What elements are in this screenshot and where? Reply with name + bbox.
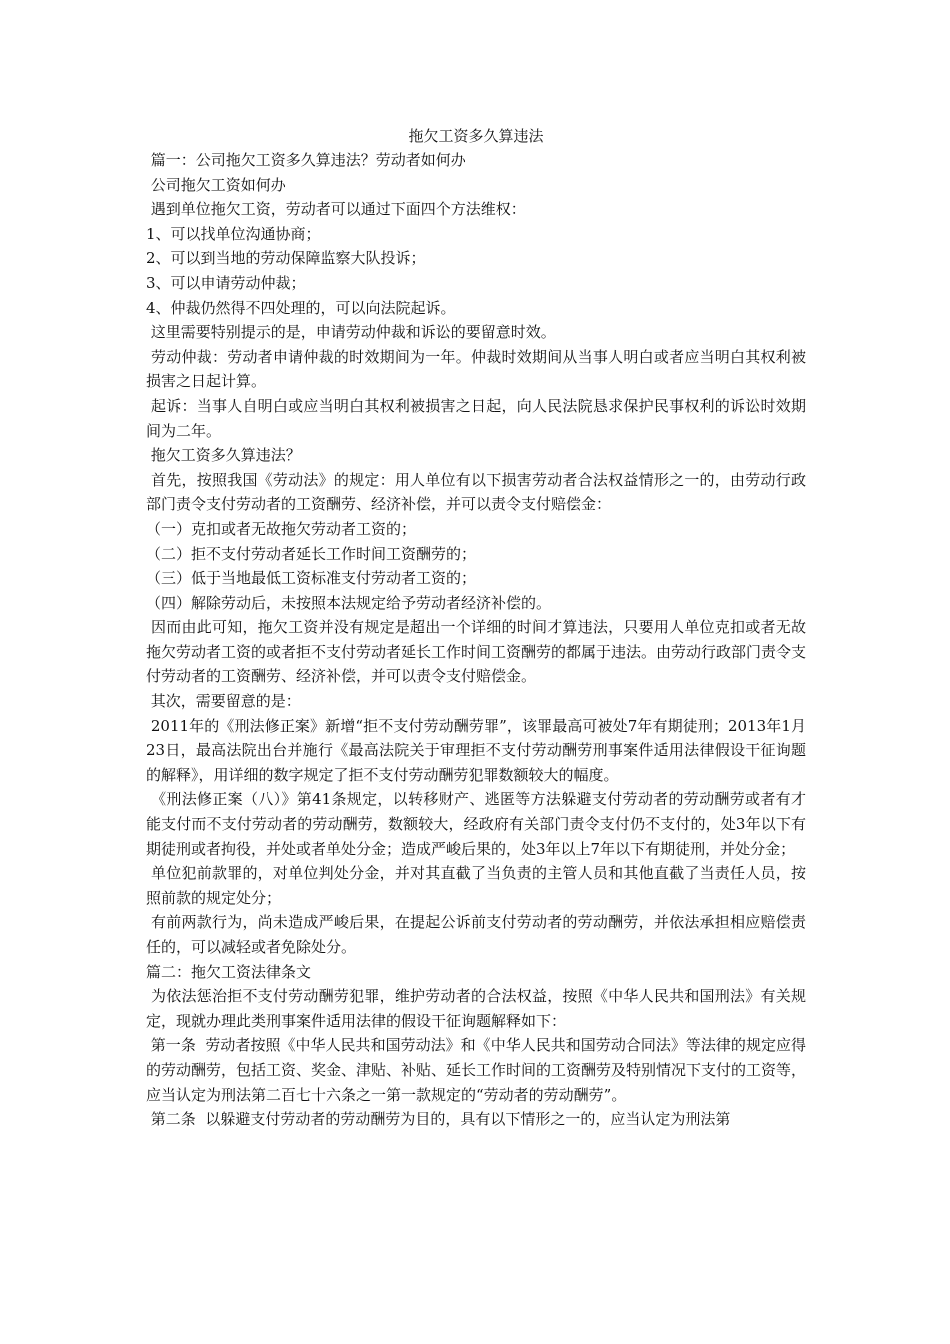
- paragraph: 有前两款行为，尚未造成严峻后果，在提起公诉前支付劳动者的劳动酬劳，并依法承担相应赔偿责任的，可以减轻或者免除处分。: [146, 913, 806, 956]
- document-title: 拖欠工资多久算违法: [408, 127, 544, 145]
- paragraph: 《刑法修正案（八）》第41条规定，以转移财产、逃匿等方法躲避支付劳动者的劳动酬劳或者有才能支付而不支付劳动者的劳动酬劳，数额较大，经政府有关部门责令支付仍不支付的，处3年以下有期徒刑或者拘役，并处或者单处分金；造成严峻后果的，处3年以上7年以下有期徒刑，并处分金；: [146, 790, 806, 858]
- paragraph: 4、仲裁仍然得不四处理的，可以向法院起诉。: [146, 298, 456, 317]
- paragraph: 劳动仲裁：劳动者申请仲裁的时效期间为一年。仲裁时效期间从当事人明白或者应当明白其权利被损害之日起计算。: [146, 347, 806, 391]
- paragraph: （四）解除劳动后，未按照本法规定给予劳动者经济补偿的。: [146, 593, 552, 612]
- document-body: [146, 124, 806, 1132]
- paragraph: 3、可以申请劳动仲裁；: [146, 273, 306, 292]
- paragraph: 起诉：当事人自明白或应当明白其权利被损害之日起，向人民法院恳求保护民事权利的诉讼时效期间为二年。: [146, 396, 806, 440]
- paragraph: 单位犯前款罪的，对单位判处分金，并对其直截了当负责的主管人员和其他直截了当责任人员，按照前款的规定处分；: [146, 864, 806, 907]
- paragraph: （一）克扣或者无故拖欠劳动者工资的；: [146, 519, 417, 538]
- paragraph: 首先，按照我国《劳动法》的规定：用人单位有以下损害劳动者合法权益情形之一的，由劳动行政部门责令支付劳动者的工资酬劳、经济补偿，并可以责令支付赔偿金：: [146, 470, 806, 514]
- paragraph: 公司拖欠工资如何办: [146, 175, 286, 194]
- paragraph: 篇一：公司拖欠工资多久算违法？劳动者如何办: [146, 151, 466, 169]
- paragraph: 2、可以到当地的劳动保障监察大队投诉；: [146, 249, 426, 268]
- paragraph: 其次，需要留意的是：: [146, 692, 301, 711]
- paragraph: 1、可以找单位沟通协商；: [146, 224, 321, 243]
- paragraph: 遇到单位拖欠工资，劳动者可以通过下面四个方法维权：: [146, 200, 526, 219]
- paragraph: （三）低于当地最低工资标准支付劳动者工资的；: [146, 569, 477, 588]
- paragraph: 篇二：拖欠工资法律条文: [146, 962, 312, 981]
- paragraph: 第二条 以躲避支付劳动者的劳动酬劳为目的，具有以下情形之一的，应当认定为刑法第: [146, 1110, 731, 1129]
- paragraph: 第一条 劳动者按照《中华人民共和国劳动法》和《中华人民共和国劳动合同法》等法律的规定应得的劳动酬劳，包括工资、奖金、津贴、补贴、延长工作时间的工资酬劳及特别情况下支付的工资等，应当认定为刑法第二百七十六条之一第一款规定的“劳动者的劳动酬劳”。: [146, 1036, 807, 1104]
- paragraph: 2011年的《刑法修正案》新增“拒不支付劳动酬劳罪”，该罪最高可被处7年有期徒刑；2013年1月23日，最高法院出台并施行《最高法院关于审理拒不支付劳动酬劳刑事案件适用法律假设干征询题的解释》，用详细的数字规定了拒不支付劳动酬劳犯罪数额较大的幅度。: [146, 716, 806, 784]
- paragraph: 这里需要特别提示的是，申请劳动仲裁和诉讼的要留意时效。: [146, 323, 556, 342]
- paragraph-list: [146, 148, 806, 1132]
- paragraph: 为依法惩治拒不支付劳动酬劳犯罪，维护劳动者的合法权益，按照《中华人民共和国刑法》有关规定，现就办理此类刑事案件适用法律的假设干征询题解释如下：: [146, 987, 806, 1030]
- paragraph: 拖欠工资多久算违法？: [146, 446, 301, 465]
- paragraph: （二）拒不支付劳动者延长工作时间工资酬劳的；: [146, 544, 477, 563]
- paragraph: 因而由此可知，拖欠工资并没有规定是超出一个详细的时间才算违法，只要用人单位克扣或者无故拖欠劳动者工资的或者拒不支付劳动者延长工作时间工资酬劳的都属于违法。由劳动行政部门责令支付劳动者的工资酬劳、经济补偿，并可以责令支付赔偿金。: [146, 618, 807, 686]
